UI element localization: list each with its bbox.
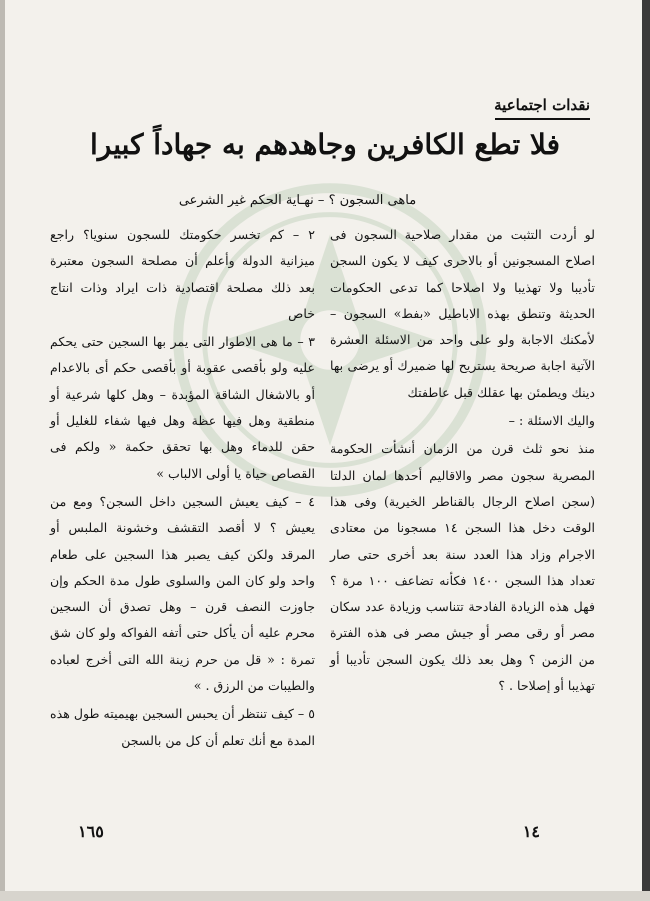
section-underline: [495, 118, 590, 120]
page-outer-edge: [0, 0, 5, 901]
question-4-paragraph: ٤ – كيف يعيش السجين داخل السجن؟ ومع من يعيش ؟ لا أقصد التقشف وخشونة الملبس أو المرقد ولكن كيف يصبر هذا السجين على طعام واحد ولو كان المن والسلوى طول مدة الحكم وإن جاوزت النصف قرن – وهل تصدق أن السجين محرم عليه أن يأكل حتى أتفه الفواكه ولو كان شق تمرة : « قل من حرم زينة الله التى أخرج لعباده والطيبات من الرزق . »: [50, 493, 315, 694]
question-3-paragraph: ٣ – ما هى الاطوار التى يمر بها السجين حتى يحكم عليه ولو بأقصى عقوبة أو بأقصى حكم أى بالاعدام أو بالاشغال الشاقة المؤبدة – وهل كلها شرعية أو منطقية وهل فيها عظة وهل فيها شفاء للغليل أو حقن للدماء وهل بها تحقق حكمة « ولكم فى القصاص حياة يا أولى الالباب »: [50, 334, 315, 481]
page-number-left: ١٦٥: [78, 822, 104, 841]
article-title: فلا تطع الكافرين وجاهدهم به جهاداً كبيرا: [90, 128, 560, 161]
page-number-right: ١٤: [522, 822, 540, 841]
page-bottom-edge: [0, 891, 650, 901]
page-binding-edge: [642, 0, 650, 901]
question-1-paragraph: منذ نحو ثلث قرن من الزمان أنشأت الحكومة المصرية سجون مصر والاقاليم أحدها لمان الدلتا (سجن اصلاح الرجال بالقناطر الخيرية) وفى هذا الوقت دخل هذا السجن ١٤ مسجونا من معتادى الاجرام وزاد هذا العدد سنة بعد أخرى حتى صار تعداد هذا السجن ١٤٠٠ فكأنه تضاعف ١٠٠ مرة ؟ فهل هذه الزيادة الفادحة تتناسب وزيادة عدد سكان مصر أو رقى مصر أو جيش مصر فى هذه الفترة من الزمن ؟ وهل بعد ذلك يكون السجن تأديبا أو تهذيبا أو إصلاحا . ؟: [330, 441, 595, 694]
question-2-paragraph: ٢ – كم تخسر حكومتك للسجون سنويا؟ راجع ميزانية الدولة وأعلم أن مصلحة السجون معتبرة بعد ذلك مصلحة اقتصادية ذات ايراد وذات انتاج خاص: [50, 227, 315, 321]
intro-paragraph: لو أردت التثبت من مقدار صلاحية السجون فى اصلاح المسجونين أو بالاحرى كيف لا يكون السجن تأديبا ولا تهذيبا ولا اصلاحا كما تدعى الحكومات الحديثة وتنطق بهذه الاباطيل «بفط» السجون – لأمكنك الاجابة ولو على واحد من الاسئلة العشرة الآتية اجابة صريحة يستريح لها ضميرك أو يرضى بها دينك ويطمئن بها عقلك قبل عاطفتك: [330, 227, 595, 400]
questions-intro: واليك الاسئلة : –: [508, 413, 595, 429]
article-subtitle: ماهى السجون ؟ – نهـاية الحكم غير الشرعى: [178, 193, 417, 208]
left-text-column: [50, 222, 315, 754]
section-label: نقدات اجتماعية: [494, 96, 590, 114]
question-5-paragraph: ٥ – كيف تنتظر أن يحبس السجين بهيميته طول هذه المدة مع أنك تعلم أن كل من بالسجن: [50, 706, 315, 748]
right-text-column: [330, 222, 595, 699]
